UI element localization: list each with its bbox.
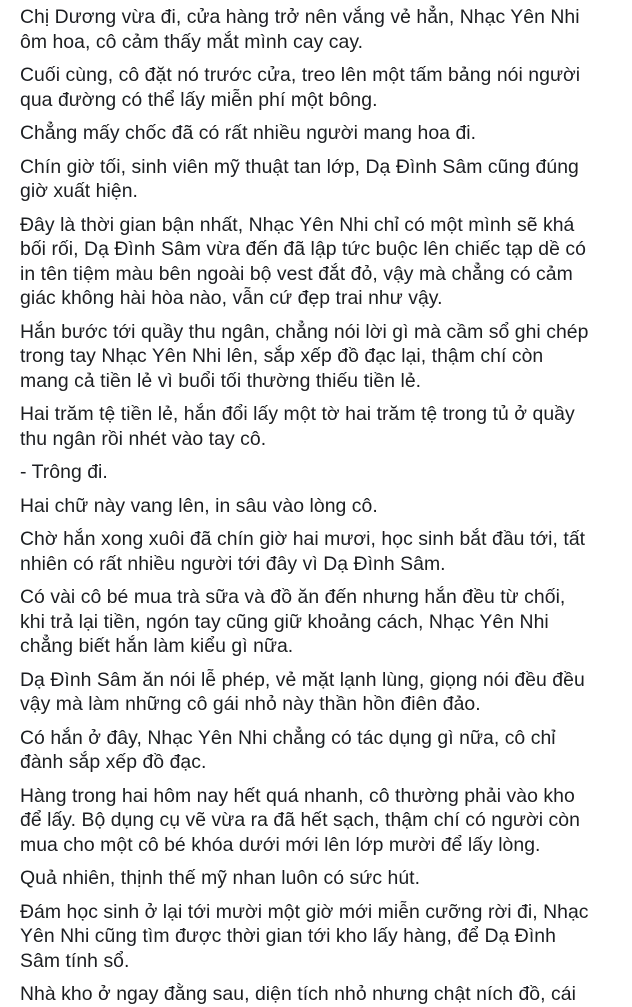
paragraph-12: Dạ Đình Sâm ăn nói lễ phép, vẻ mặt lạnh lùng, giọng nói đều đều vậy mà làm những cô gái nhỏ này thần hồn điên đảo. — [20, 668, 585, 715]
paragraph-16: Đám học sinh ở lại tới mười một giờ mới miễn cưỡng rời đi, Nhạc Yên Nhi cũng tìm được thời gian tới kho lấy hàng, để Dạ Đình Sâm tính sổ. — [20, 900, 589, 972]
paragraph-11: Có vài cô bé mua trà sữa và đồ ăn đến nhưng hắn đều từ chối, khi trả lại tiền, ngón tay cũng giữ khoảng cách, Nhạc Yên Nhi chẳng biết hắn làm kiểu gì nữa. — [20, 586, 566, 657]
paragraph-10: Chờ hắn xong xuôi đã chín giờ hai mươi, học sinh bắt đầu tới, tất nhiên có rất nhiều người tới đây vì Dạ Đình Sâm. — [20, 528, 586, 575]
paragraph-6: Hắn bước tới quầy thu ngân, chẳng nói lời gì mà cầm sổ ghi chép trong tay Nhạc Yên Nhi lên, sắp xếp đồ đạc lại, thậm chí còn mang cả tiền lẻ vì buổi tối thường thiếu tiền lẻ. — [20, 320, 589, 392]
paragraph-9: Hai chữ này vang lên, in sâu vào lòng cô. — [20, 494, 378, 517]
paragraph-2: Cuối cùng, cô đặt nó trước cửa, treo lên một tấm bảng nói người qua đường có thể lấy miễn phí một bông. — [20, 64, 581, 111]
paragraph-4: Chín giờ tối, sinh viên mỹ thuật tan lớp, Dạ Đình Sâm cũng đúng giờ xuất hiện. — [20, 155, 579, 202]
paragraph-15: Quả nhiên, thịnh thế mỹ nhan luôn có sức hút. — [20, 867, 421, 889]
paragraph-5: Đây là thời gian bận nhất, Nhạc Yên Nhi chỉ có một mình sẽ khá bối rối, Dạ Đình Sâm vừa đến đã lập tức buộc lên chiếc tạp dề có in tên tiệm màu bên ngoài bộ vest đắt đỏ, vậy mà chẳng có cảm giác không hài hòa nào, vẫn cứ đẹp trai như vậy. — [20, 213, 586, 309]
paragraph-3: Chẳng mấy chốc đã có rất nhiều người mang hoa đi. — [20, 122, 477, 144]
paragraph-14: Hàng trong hai hôm nay hết quá nhanh, cô thường phải vào kho để lấy. Bộ dụng cụ vẽ vừa ra đã hết sạch, thậm chí có người còn mua cho một cô bé khóa dưới mới lên lớp mười để lấy lòng. — [20, 784, 580, 856]
paragraph-1: Chị Dương vừa đi, cửa hàng trở nên vắng vẻ hẳn, Nhạc Yên Nhi ôm hoa, cô cảm thấy mắt mình cay cay. — [20, 6, 580, 53]
paragraph-8: - Trông đi. — [20, 461, 108, 483]
story-text — [20, 5, 620, 1007]
paragraph-7: Hai trăm tệ tiền lẻ, hắn đổi lấy một tờ hai trăm tệ trong tủ ở quầy thu ngân rồi nhét vào tay cô. — [20, 403, 575, 450]
paragraph-13: Có hắn ở đây, Nhạc Yên Nhi chẳng có tác dụng gì nữa, cô chỉ đành sắp xếp đồ đạc. — [20, 726, 556, 773]
paragraph-17: Nhà kho ở ngay đằng sau, diện tích nhỏ nhưng chật ních đồ, cái — [20, 983, 576, 1005]
